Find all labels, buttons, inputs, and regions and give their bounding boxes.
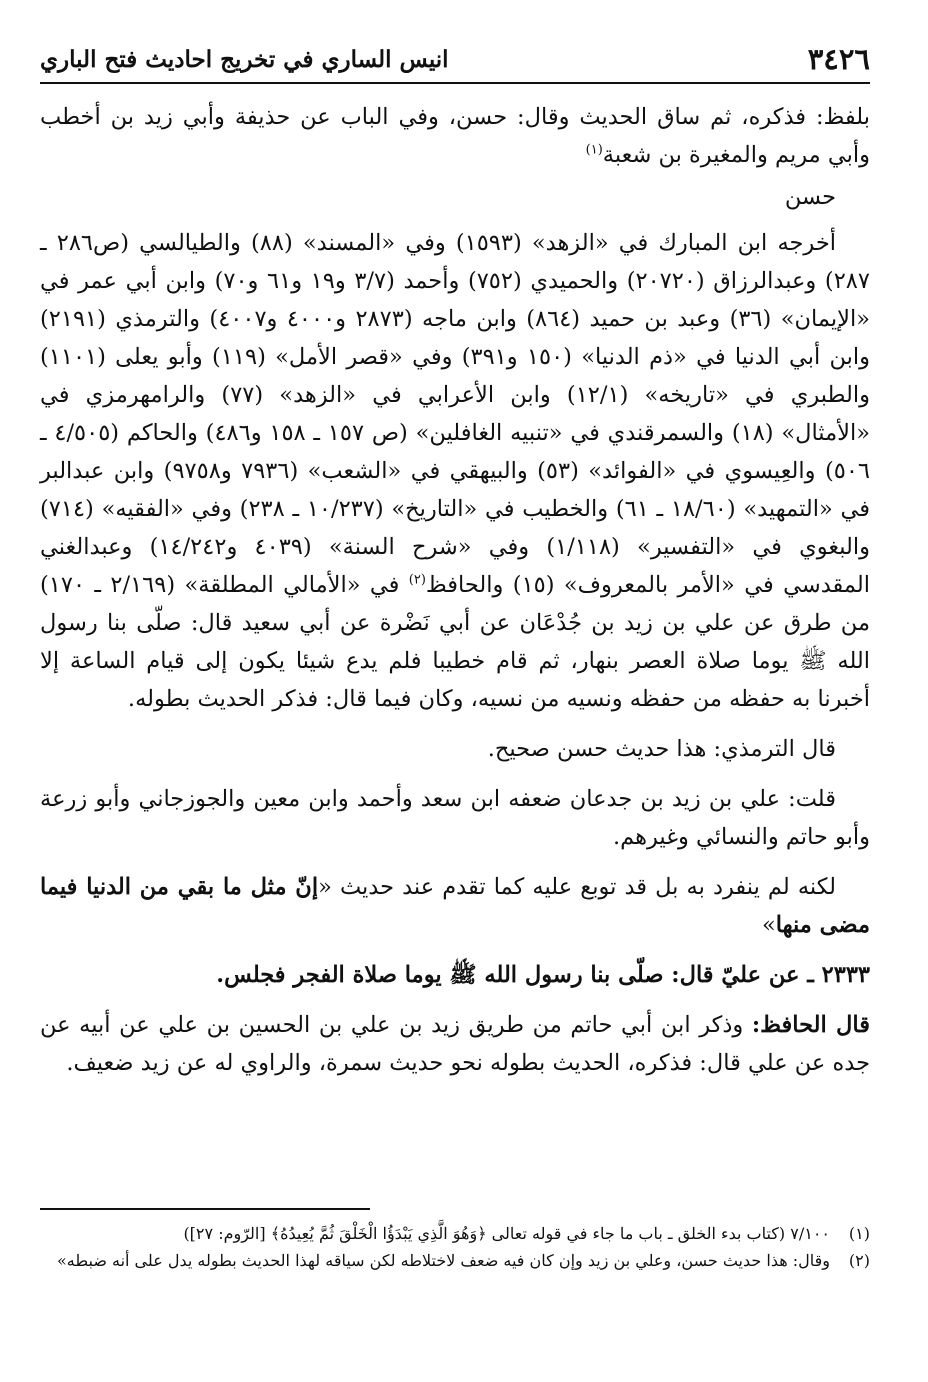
paragraph-mutabaah-text: لكنه لم ينفرد به بل قد توبع عليه كما تقدم عند حديث «: [318, 874, 836, 900]
footnote-text: ٧/١٠٠ (كتاب بدء الخلق ـ باب ما جاء في قوله تعالى ﴿وَهُوَ الَّذِي يَبْدَؤُا الْخَلْقَ ثُمَّ يُعِيدُهُ﴾ [الرّوم: ٢٧]): [183, 1224, 830, 1243]
paragraph-intro: [40, 98, 870, 174]
footnote-text: وقال: هذا حديث حسن، وعلي بن زيد وإن كان فيه ضعف لاختلاطه لكن سياقه لهذا الحديث بطوله يدل على أنه ضبطه»: [57, 1251, 830, 1270]
paragraph-tirmidhi: قال الترمذي: هذا حديث حسن صحيح.: [487, 736, 836, 762]
paragraph-intro-text: بلفظ: فذكره، ثم ساق الحديث وقال: حسن، وفي الباب عن حذيفة وأبي زيد بن أخطب وأبي مريم والمغيرة بن شعبة: [40, 104, 870, 168]
footnote-number: (١): [848, 1224, 870, 1243]
footnote-ref-1: (١): [585, 142, 603, 158]
paragraph-mutabaah-end: »: [762, 912, 776, 938]
book-page: [40, 0, 870, 1382]
page-number: ٣٤٢٦: [807, 42, 870, 76]
main-text: [40, 98, 870, 1082]
footnotes: [40, 1208, 870, 1274]
cross-ref-hadith: إنّ مثل ما بقي من الدنيا فيما مضى منها: [40, 874, 870, 938]
paragraph-mutabaah: [40, 868, 870, 944]
paragraph-hafiz-text: وذكر ابن أبي حاتم من طريق زيد بن علي بن الحسين بن علي عن أبيه عن جده عن علي قال: فذكره، الحديث بطوله نحو حديث سمرة، والراوي له عن زيد ضعيف.: [40, 1012, 870, 1076]
paragraph-takhrij-text-b: في «الأمالي المطلقة» (٢/١٦٩ ـ ١٧٠) من طرق عن علي بن زيد بن جُدْعَان عن أبي نَضْرة عن أبي سعيد قال: صلّى بنا رسول الله ﷺ يوما صلاة العصر بنهار، ثم قام خطيبا فلم يدع شيئا يكون إلى قيام الساعة إلا أخبرنا به حفظه من حفظه ونسيه من نسيه، وكان فيما قال: فذكر الحديث بطوله.: [40, 572, 870, 712]
footnote-ref-2: (٢): [408, 572, 426, 588]
hadith-2333: ٢٣٣٣ ـ عن عليّ قال: صلّى بنا رسول الله ﷺ يوما صلاة الفجر فجلس.: [216, 962, 870, 988]
running-title: انيس الساري في تخريج احاديث فتح الباري: [40, 46, 449, 73]
footnote-1: [40, 1220, 870, 1247]
footnote-divider: [40, 1208, 370, 1210]
footnote-number: (٢): [848, 1251, 870, 1270]
footnote-2: [40, 1247, 870, 1274]
hafiz-label: قال الحافظ:: [751, 1012, 870, 1038]
hadith-grade: حسن: [784, 184, 836, 210]
paragraph-takhrij-text: أخرجه ابن المبارك في «الزهد» (١٥٩٣) وفي «المسند» (٨٨) والطيالسي (ص٢٨٦ ـ ٢٨٧) وعبدالرزاق (٢٠٧٢٠) والحميدي (٧٥٢) وأحمد (٣/٧ و١٩ و٦١ و٧٠) وابن أبي عمر في «الإيمان» (٣٦) وعبد بن حميد (٨٦٤) وابن ماجه (٢٨٧٣ و٤٠٠٠ و٤٠٠٧) والترمذي (٢١٩١) وابن أبي الدنيا في «ذم الدنيا» (١٥٠ و٣٩١) وفي «قصر الأمل» (١١٩) وأبو يعلى (١١٠١) والطبري في «تاريخه» (١٢/١) وابن الأعرابي في «الزهد» (٧٧) والرامهرمزي في «الأمثال» (١٨) والسمرقندي في «تنبيه الغافلين» (ص ١٥٧ ـ ١٥٨ و٤٨٦) والحاكم (٤/٥٠٥ ـ ٥٠٦) والعِيسوي في «الفوائد» (٥٣) والبيهقي في «الشعب» (٧٩٣٦ و٩٧٥٨) وابن عبدالبر في «التمهيد» (١٨/٦٠ ـ ٦١) والخطيب في «التاريخ» (١٠/٢٣٧ ـ ٢٣٨) وفي «الفقيه» (٧١٤) والبغوي في «التفسير» (١/١١٨) وفي «شرح السنة» (٤٠٣٩ و١٤/٢٤٢) وعبدالغني المقدسي في «الأمر بالمعروف» (١٥) والحافظ: [40, 230, 870, 598]
paragraph-hafiz: [40, 1006, 870, 1082]
paragraph-takhrij: [40, 224, 870, 718]
paragraph-qultu: قلت: علي بن زيد بن جدعان ضعفه ابن سعد وأحمد وابن معين والجوزجاني وأبو زرعة وأبو حاتم والنسائي وغيرهم.: [40, 786, 870, 850]
page-header: [40, 40, 870, 84]
